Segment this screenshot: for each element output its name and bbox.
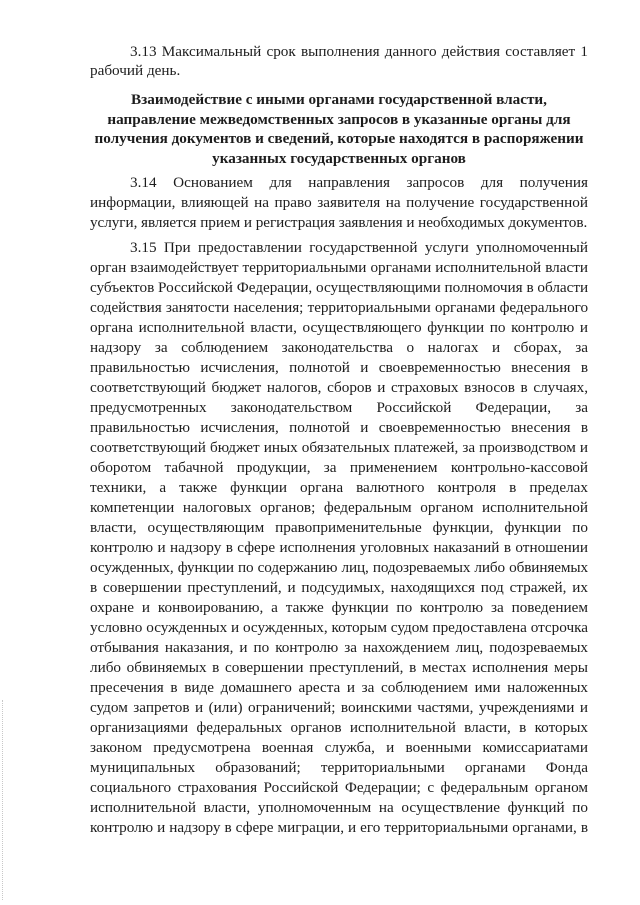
clause-3-15-line: оборотом табачной продукции, за применением контрольно-кассовой: [90, 459, 588, 476]
clause-3-15-line: пресечения в виде домашнего ареста и за соблюдением ими наложенных: [90, 679, 588, 696]
clause-3-15-line: предусмотренных законодательством Российской Федерации, за: [90, 399, 588, 416]
clause-3-15-line: власти, осуществляющим правоприменительные функции, функции по: [90, 519, 588, 536]
clause-3-15-line: контролю и надзору в сфере исполнения уголовных наказаний в отношении: [90, 539, 588, 556]
clause-3-15-line: судом запретов и (или) ограничений; воинскими частями, учреждениями и: [90, 699, 588, 716]
section-heading-line: Взаимодействие с иными органами государственной власти,: [131, 91, 547, 108]
clause-3-15-line: либо обвиняемых в совершении преступлений, в местах исполнения меры: [90, 659, 588, 676]
clause-3-14-line: услуги, является прием и регистрация заявления и необходимых документов.: [90, 214, 588, 231]
clause-3-15-line: субъектов Российской Федерации, осуществляющими полномочия в области: [90, 279, 589, 296]
clause-3-15-line: органа исполнительной власти, осуществляющего функции по контролю и: [90, 319, 588, 336]
clause-3-15-line: осужденных, функции по содержанию лиц, подозреваемых либо обвиняемых: [90, 559, 588, 576]
section-heading-line: указанных государственных органов: [212, 150, 466, 167]
clause-3-15-line: в совершении преступлений, и подсудимых, находящихся под стражей, их: [90, 579, 588, 596]
clause-3-15-line: законом предусмотрена военная служба, и военными комиссариатами: [90, 739, 588, 756]
clause-3-15-line: компетенции налоговых органов; федеральным органом исполнительной: [90, 499, 588, 516]
section-heading-line: направление межведомственных запросов в указанные органы для: [107, 111, 571, 128]
clause-3-14-line: информации, влияющей на право заявителя на получение государственной: [90, 194, 588, 211]
clause-3-15-line: правильностью исчисления, полнотой и своевременностью внесения в: [90, 419, 588, 436]
clause-3-15-line: правильностью исчисления, полнотой и своевременностью внесения в: [90, 359, 588, 376]
scan-edge-mark: [2, 700, 4, 900]
section-heading-line: получения документов и сведений, которые находятся в распоряжении: [94, 130, 584, 147]
clause-3-15-line: 3.15 При предоставлении государственной услуги уполномоченный: [130, 239, 588, 256]
clause-3-15-line: муниципальных образований; территориальными органами Фонда: [90, 759, 588, 776]
clause-3-15-line: отбывания наказания, и по контролю за нахождением лиц, подозреваемых: [90, 639, 588, 656]
clause-3-15-line: соответствующий бюджет иных обязательных платежей, за производством и: [90, 439, 588, 456]
clause-3-15-line: орган взаимодействует территориальными органами исполнительной власти: [90, 259, 588, 276]
clause-3-15-line: организациями федеральных органов исполнительной власти, в которых: [90, 719, 588, 736]
clause-3-14-line: 3.14 Основанием для направления запросов для получения: [130, 174, 588, 191]
clause-3-15-line: социального страхования Российской Федерации; с федеральным органом: [90, 779, 588, 796]
clause-3-15-line: охране и конвоированию, а также функции по контролю за поведением: [90, 599, 588, 616]
clause-3-15-line: соответствующий бюджет налогов, сборов и страховых взносов в случаях,: [90, 379, 588, 396]
clause-3-15-line: исполнительной власти, уполномоченным на осуществление функций по: [90, 799, 588, 816]
clause-3-15-line: содействия занятости населения; территориальными органами федерального: [90, 299, 588, 316]
clause-3-13-line: 3.13 Максимальный срок выполнения данного действия составляет 1: [130, 43, 588, 60]
clause-3-15-line: контролю и надзору в сфере миграции, и его территориальными органами, в: [90, 819, 588, 836]
clause-3-15-line: условно осужденных и осужденных, которым судом предоставлена отсрочка: [90, 619, 588, 636]
clause-3-15-line: техники, а также функции органа валютного контроля в пределах: [90, 479, 588, 496]
clause-3-13-line: рабочий день.: [90, 62, 181, 79]
clause-3-15-line: надзору за соблюдением законодательства о налогах и сборах, за: [90, 339, 588, 356]
